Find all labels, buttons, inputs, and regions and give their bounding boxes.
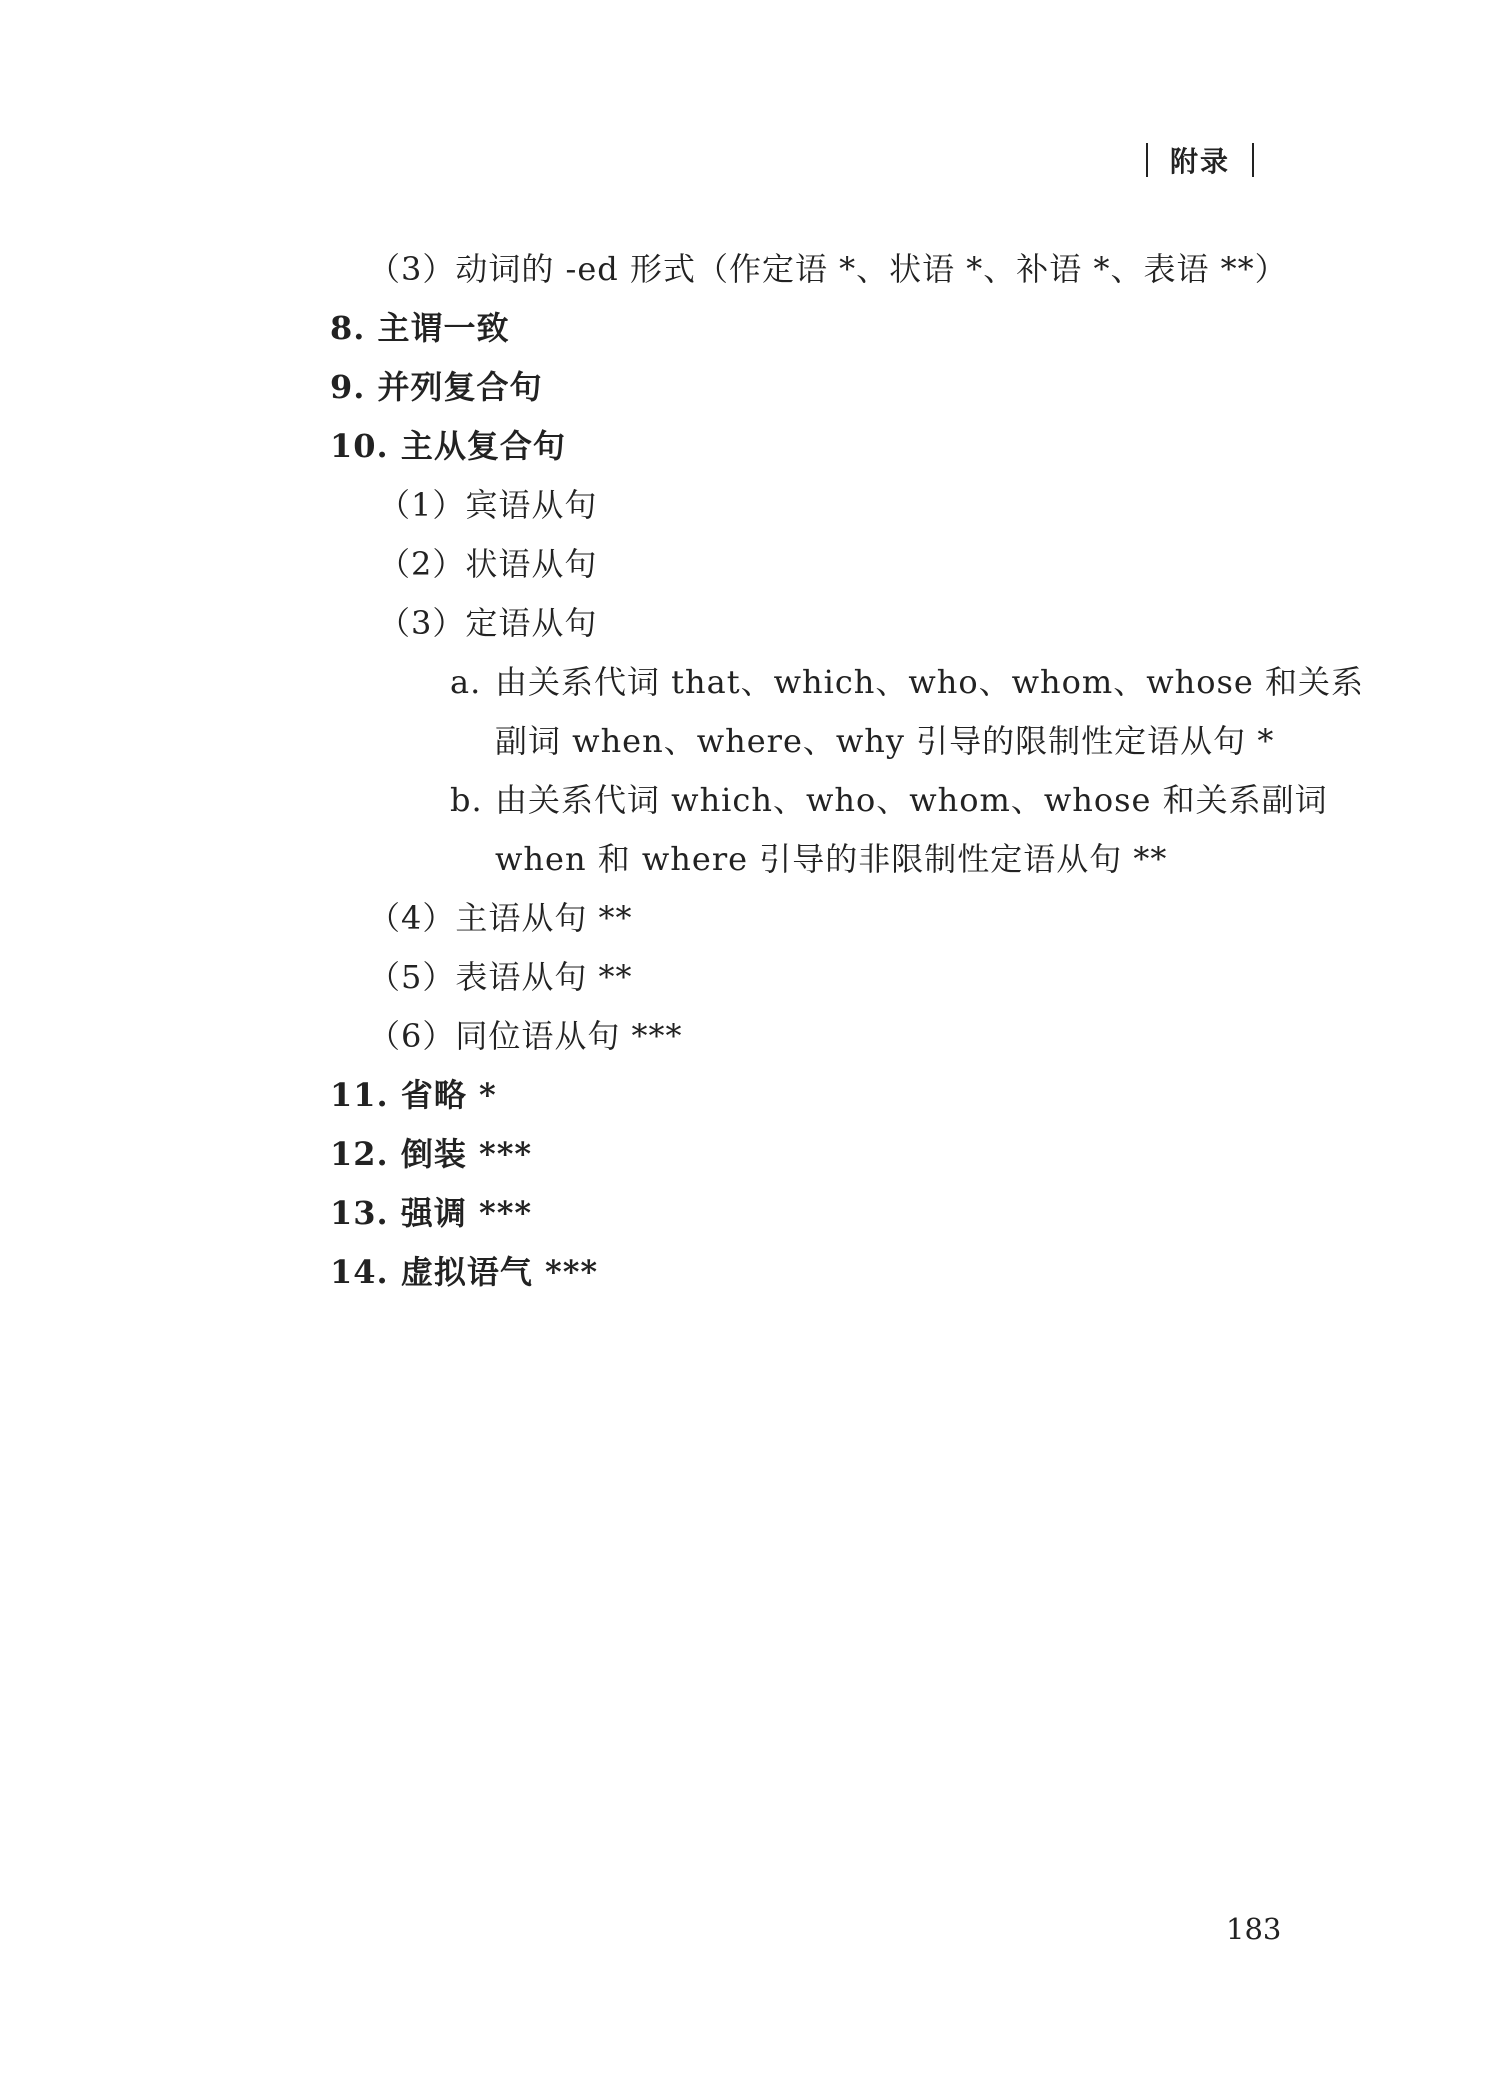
page-number: 183 <box>1226 1912 1282 1946</box>
outline-item <box>330 653 1365 712</box>
outline-item <box>330 948 1280 1007</box>
outline-item-text: 10. 主从复合句 <box>330 427 566 465</box>
outline-item-text: （1）宾语从句 <box>378 486 598 524</box>
outline-item-text: 由关系代词 that、which、who、whom、whose 和关系 <box>495 663 1365 701</box>
outline-item-marker: b. <box>450 781 483 819</box>
outline-item-text: 11. 省略 * <box>330 1076 497 1114</box>
outline-item <box>330 1066 1280 1125</box>
outline-item <box>330 594 1280 653</box>
header-title: 附录 <box>1169 145 1230 178</box>
running-header <box>1124 140 1276 180</box>
outline-item-text: 由关系代词 which、who、whom、whose 和关系副词 <box>495 781 1328 819</box>
outline-item <box>330 889 1280 948</box>
outline <box>330 240 1365 1302</box>
outline-item <box>330 476 1280 535</box>
outline-item-text: 8. 主谓一致 <box>330 309 510 347</box>
outline-item-text: （3）动词的 -ed 形式（作定语 *、状语 *、补语 *、表语 **） <box>368 250 1288 288</box>
outline-item <box>330 358 1280 417</box>
outline-item <box>330 240 1288 299</box>
outline-item-marker: a. <box>450 663 482 701</box>
outline-item <box>330 299 1280 358</box>
outline-item <box>330 417 1280 476</box>
outline-item-text: 13. 强调 *** <box>330 1194 533 1232</box>
outline-item-text: 14. 虚拟语气 *** <box>330 1253 599 1291</box>
outline-item <box>330 771 1328 830</box>
outline-item <box>330 1007 1280 1066</box>
outline-item-text: （3）定语从句 <box>378 604 598 642</box>
header-right-rule <box>1252 143 1254 177</box>
outline-item-text: （4）主语从句 ** <box>368 899 633 937</box>
outline-item-text: 副词 when、where、why 引导的限制性定语从句 * <box>495 722 1275 760</box>
outline-item <box>330 1243 1280 1302</box>
outline-item-text: （5）表语从句 ** <box>368 958 633 996</box>
outline-item-text: （6）同位语从句 *** <box>368 1017 683 1055</box>
outline-item-text: 9. 并列复合句 <box>330 368 543 406</box>
outline-item-text: when 和 where 引导的非限制性定语从句 ** <box>495 840 1168 878</box>
outline-item <box>330 1125 1280 1184</box>
outline-item <box>330 830 1280 889</box>
outline-item <box>330 1184 1280 1243</box>
outline-item <box>330 535 1280 594</box>
outline-item <box>330 712 1280 771</box>
outline-item-text: 12. 倒装 *** <box>330 1135 533 1173</box>
header-left-rule <box>1146 143 1148 177</box>
outline-item-text: （2）状语从句 <box>378 545 598 583</box>
